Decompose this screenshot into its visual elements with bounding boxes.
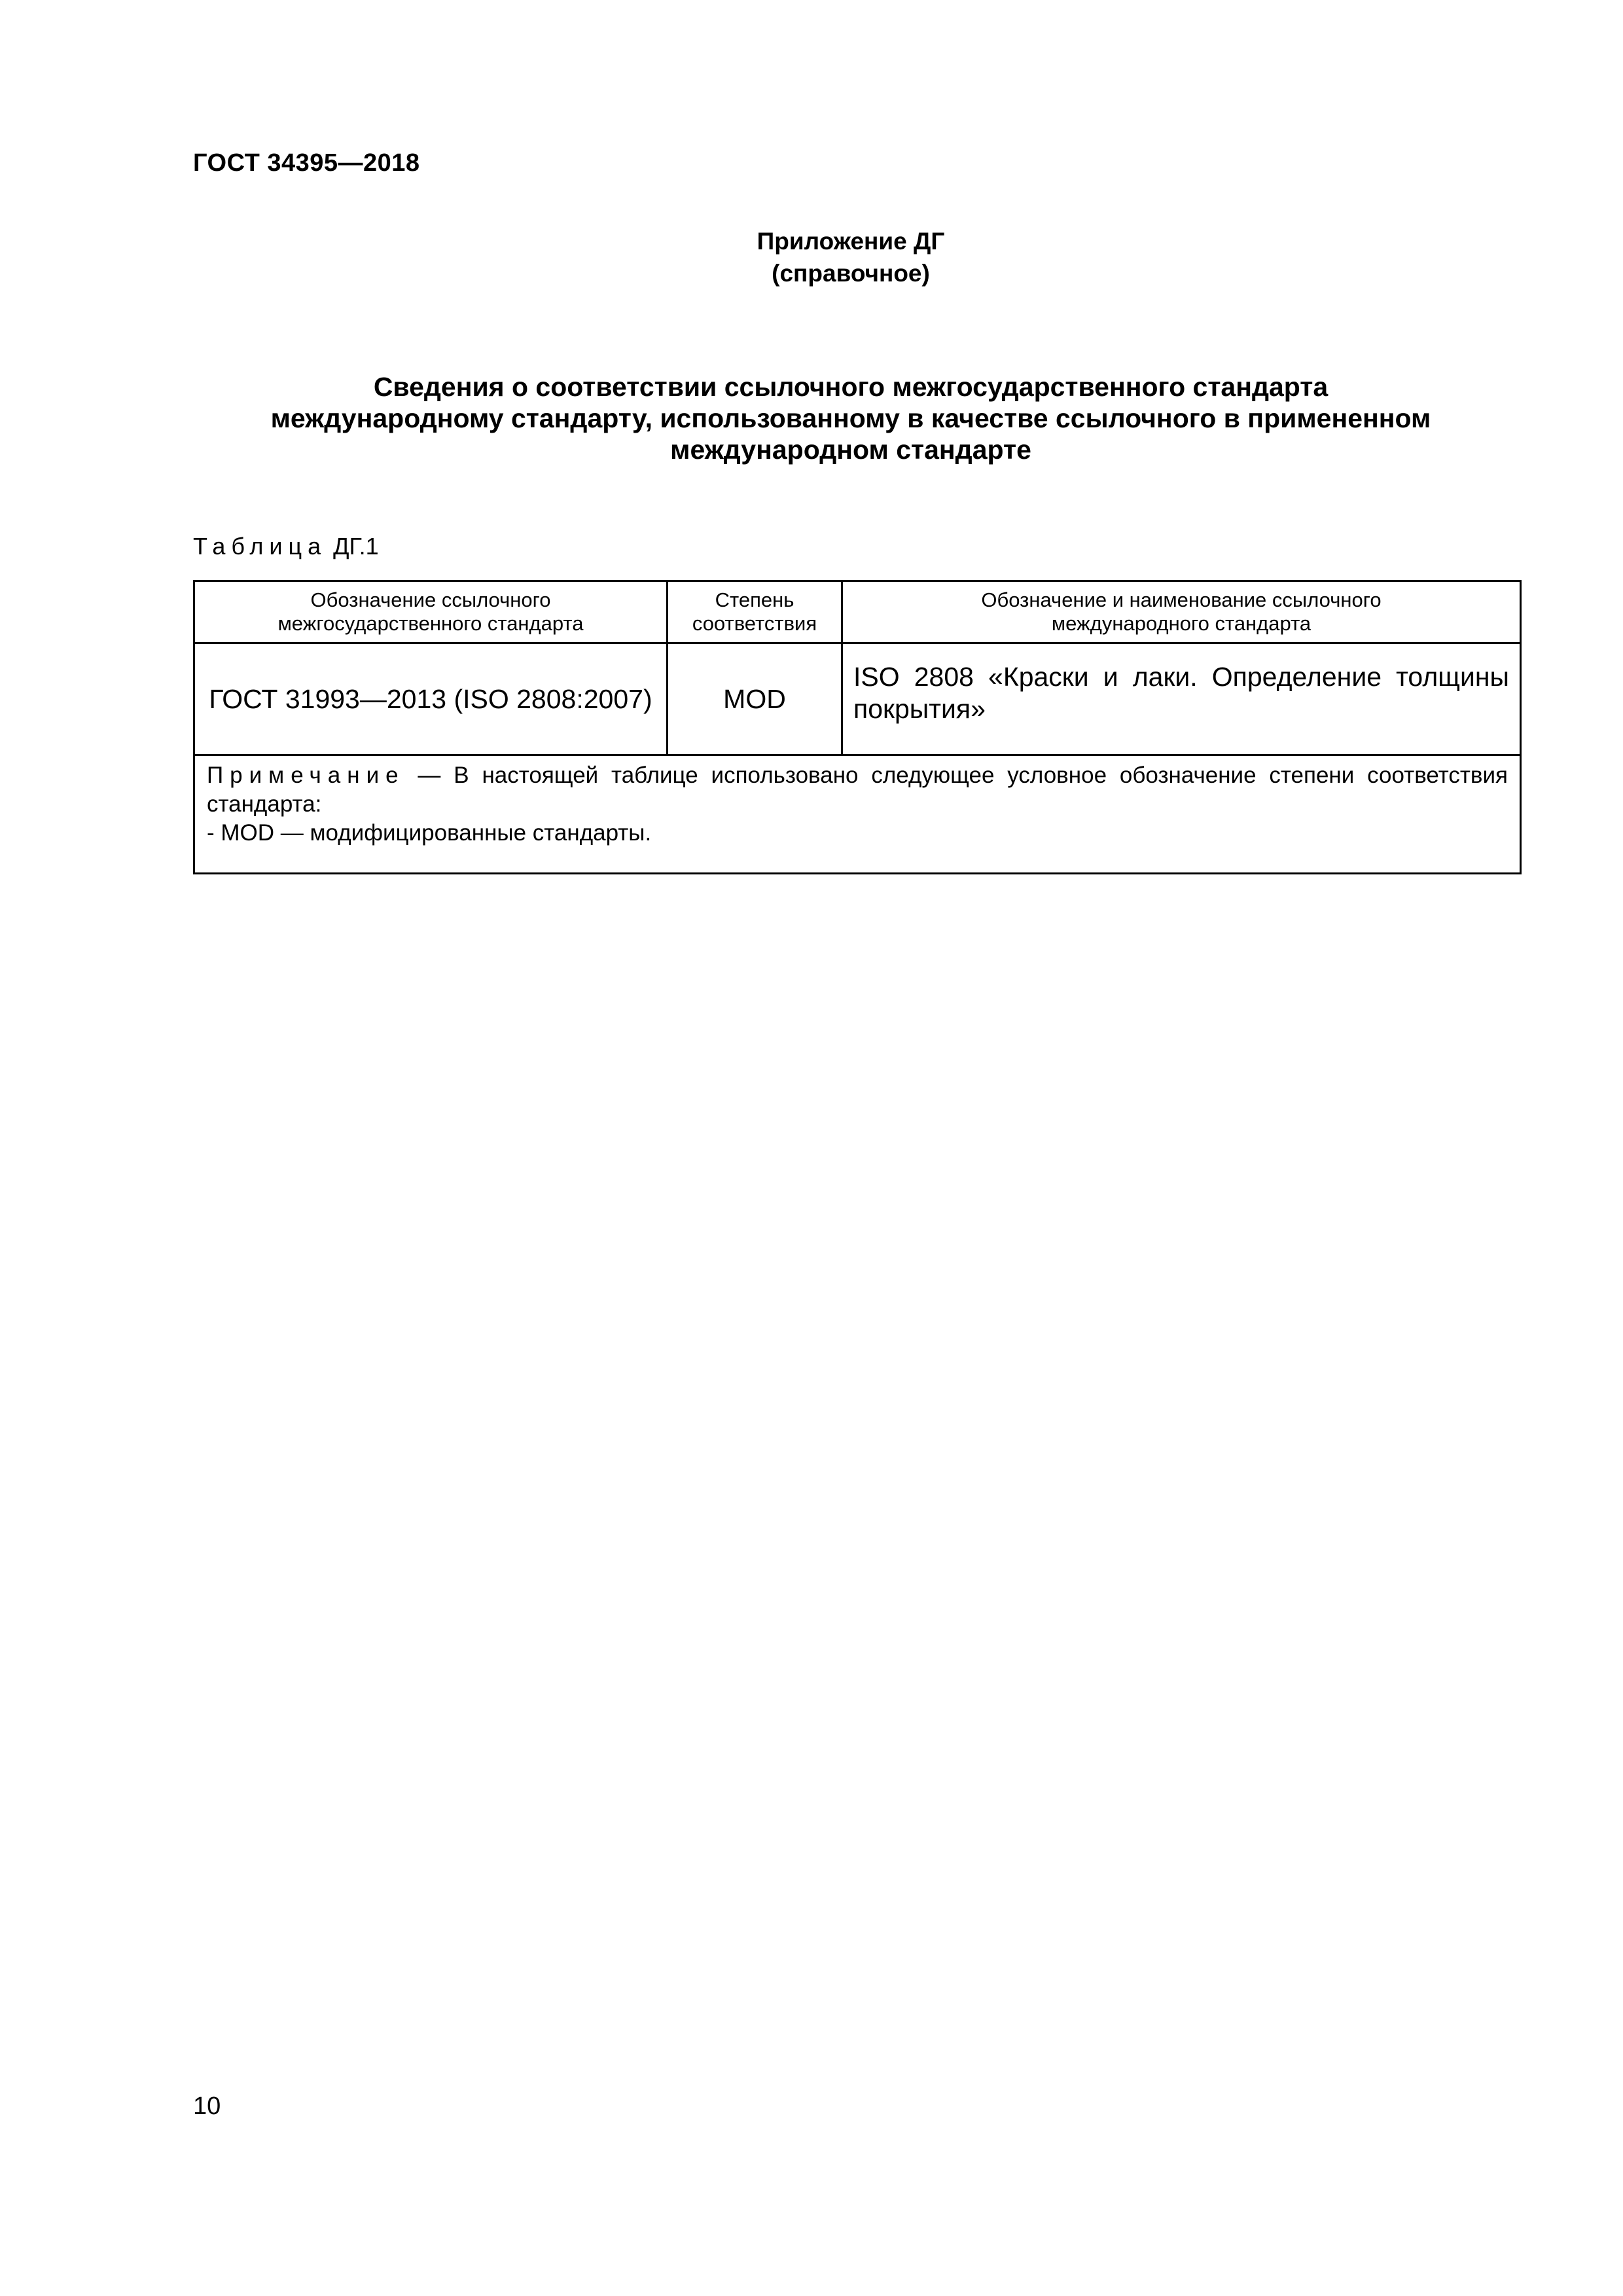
table-caption-number: ДГ.1 (333, 533, 379, 560)
annex-heading (0, 225, 1623, 289)
table-caption (193, 533, 379, 560)
table-caption-label: Таблица (193, 533, 327, 560)
section-title-line: Сведения о соответствии ссылочного межгосударственного стандарта (373, 372, 1329, 402)
document-code: ГОСТ 34395—2018 (193, 149, 420, 177)
section-title-line: международном стандарте (670, 435, 1031, 465)
header-national-standard: Обозначение ссылочного межгосударственного стандарта (194, 581, 668, 643)
table-header-row (194, 581, 1521, 643)
table-note-row (194, 755, 1521, 874)
table-row (194, 643, 1521, 755)
section-title-line: международному стандарту, использованному в качестве ссылочного в примененном (270, 403, 1431, 433)
annex-subtitle: (справочное) (772, 260, 930, 287)
note-label: Примечание (207, 762, 405, 788)
header-degree: Степень соответствия (668, 581, 842, 643)
correspondence-table (193, 580, 1522, 874)
annex-title: Приложение ДГ (757, 228, 945, 255)
page-number: 10 (193, 2092, 221, 2120)
note-text: — В настоящей таблице использовано следующее условное обозначение степени соответствия стандарта: (207, 762, 1508, 817)
section-title (0, 371, 1623, 465)
cell-international-standard: ISO 2808 «Краски и лаки. Определение толщины покрытия» (842, 643, 1521, 755)
header-international-standard: Обозначение и наименование ссылочного международного стандарта (842, 581, 1521, 643)
table-note (194, 755, 1521, 874)
cell-national-standard: ГОСТ 31993—2013 (ISO 2808:2007) (194, 643, 668, 755)
cell-degree: MOD (668, 643, 842, 755)
note-item: - MOD — модифицированные стандарты. (207, 820, 652, 846)
